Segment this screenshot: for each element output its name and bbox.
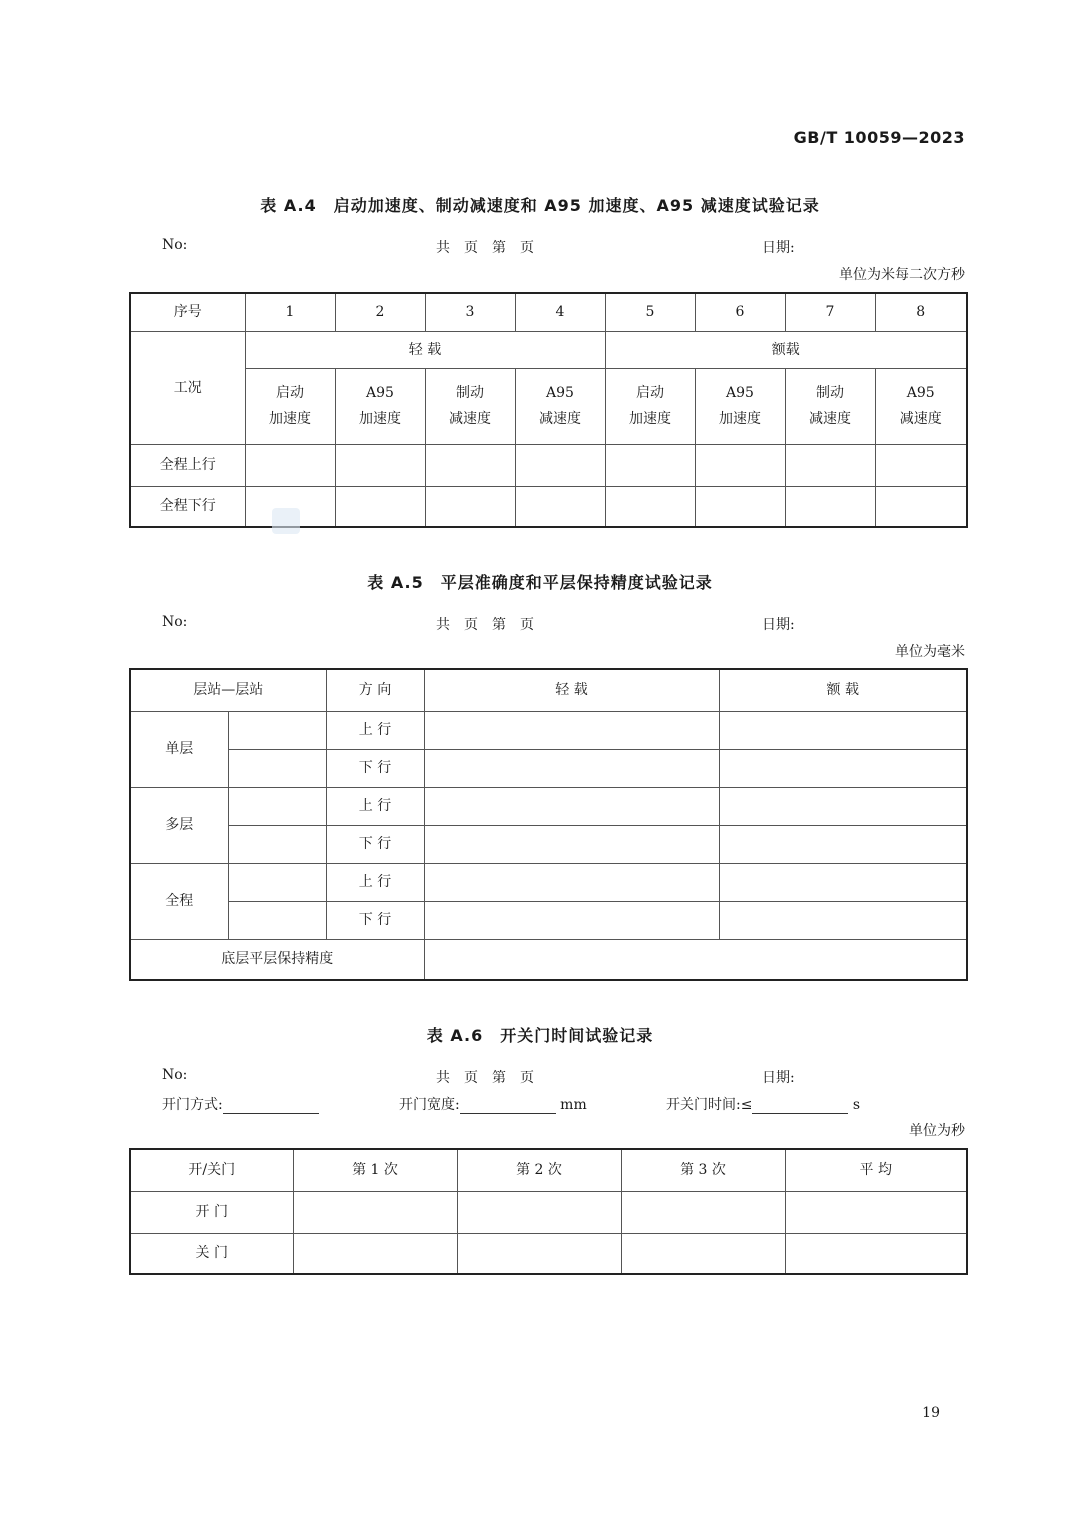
header-cell: 平 均 xyxy=(785,1149,967,1191)
row-label: 全程下行 xyxy=(130,486,245,527)
data-cell[interactable] xyxy=(605,444,695,486)
open-mode-label: 开门方式: xyxy=(162,1097,223,1113)
a5-unit: 单位为毫米 xyxy=(895,644,965,660)
direction-up: 上 行 xyxy=(326,711,424,749)
measure-header xyxy=(605,368,695,444)
data-cell[interactable] xyxy=(719,711,967,749)
a6-no-label: No: xyxy=(162,1067,188,1083)
data-cell[interactable] xyxy=(719,825,967,863)
door-width-blank[interactable] xyxy=(460,1097,556,1114)
data-cell[interactable] xyxy=(719,901,967,939)
light-load-header: 轻 载 xyxy=(245,331,605,368)
data-cell[interactable] xyxy=(785,1191,967,1233)
data-cell[interactable] xyxy=(621,1191,785,1233)
open-mode-blank[interactable] xyxy=(223,1097,319,1114)
direction-up: 上 行 xyxy=(326,787,424,825)
data-cell[interactable] xyxy=(515,486,605,527)
data-cell[interactable] xyxy=(695,486,785,527)
data-cell[interactable] xyxy=(228,711,326,749)
data-cell[interactable] xyxy=(457,1191,621,1233)
rated-load-header: 额载 xyxy=(605,331,967,368)
row-label: 开 门 xyxy=(130,1191,293,1233)
door-width-unit: mm xyxy=(560,1097,587,1113)
watermark-logo xyxy=(272,508,300,534)
door-time-unit: s xyxy=(852,1097,861,1113)
serial-number: 3 xyxy=(425,293,515,331)
door-time-label: 开关门时间:≤ xyxy=(666,1097,753,1113)
serial-number: 2 xyxy=(335,293,425,331)
measure-line2: 减速度 xyxy=(809,411,851,427)
standard-number: GB/T 10059—2023 xyxy=(793,128,965,147)
a6-date-label: 日期: xyxy=(762,1070,795,1086)
data-cell[interactable] xyxy=(425,486,515,527)
data-cell[interactable] xyxy=(424,901,719,939)
group-label: 多层 xyxy=(130,787,228,863)
measure-header xyxy=(695,368,785,444)
data-cell[interactable] xyxy=(228,787,326,825)
measure-line1: 制动 xyxy=(456,385,484,401)
rated-header: 额 载 xyxy=(719,669,967,711)
header-cell: 开/关门 xyxy=(130,1149,293,1191)
table-a6 xyxy=(129,1148,968,1275)
measure-line2: 减速度 xyxy=(449,411,491,427)
measure-header xyxy=(875,368,967,444)
a5-no-label: No: xyxy=(162,614,188,630)
direction-up: 上 行 xyxy=(326,863,424,901)
a4-no-label: No: xyxy=(162,237,188,253)
measure-header xyxy=(785,368,875,444)
table-a5-caption: 表 A.5 平层准确度和平层保持精度试验记录 xyxy=(367,573,713,592)
data-cell[interactable] xyxy=(424,939,967,980)
serial-number: 7 xyxy=(785,293,875,331)
data-cell[interactable] xyxy=(335,486,425,527)
data-cell[interactable] xyxy=(293,1233,457,1274)
station-header: 层站—层站 xyxy=(130,669,326,711)
data-cell[interactable] xyxy=(228,901,326,939)
header-cell: 第 3 次 xyxy=(621,1149,785,1191)
measure-header xyxy=(425,368,515,444)
direction-down: 下 行 xyxy=(326,749,424,787)
a4-unit: 单位为米每二次方秒 xyxy=(839,267,965,283)
group-label: 单层 xyxy=(130,711,228,787)
data-cell[interactable] xyxy=(245,444,335,486)
data-cell[interactable] xyxy=(719,863,967,901)
a6-unit: 单位为秒 xyxy=(909,1123,965,1139)
a4-page-label: 共 页 第 页 xyxy=(436,240,534,256)
data-cell[interactable] xyxy=(621,1233,785,1274)
data-cell[interactable] xyxy=(457,1233,621,1274)
direction-down: 下 行 xyxy=(326,825,424,863)
serial-number: 6 xyxy=(695,293,785,331)
measure-line1: A95 xyxy=(906,385,935,401)
measure-line2: 加速度 xyxy=(269,411,311,427)
table-a4-caption: 表 A.4 启动加速度、制动减速度和 A95 加速度、A95 减速度试验记录 xyxy=(260,196,820,215)
data-cell[interactable] xyxy=(515,444,605,486)
measure-line2: 加速度 xyxy=(359,411,401,427)
door-time-field xyxy=(666,1094,860,1114)
condition-header: 工况 xyxy=(130,331,245,444)
measure-line1: A95 xyxy=(546,385,574,401)
page-number: 19 xyxy=(922,1405,940,1421)
measure-line2: 加速度 xyxy=(629,411,671,427)
measure-line2: 减速度 xyxy=(899,411,942,427)
data-cell[interactable] xyxy=(785,1233,967,1274)
header-cell: 第 1 次 xyxy=(293,1149,457,1191)
data-cell[interactable] xyxy=(424,711,719,749)
light-header: 轻 载 xyxy=(424,669,719,711)
row-label: 关 门 xyxy=(130,1233,293,1274)
data-cell[interactable] xyxy=(228,749,326,787)
a5-date-label: 日期: xyxy=(762,617,795,633)
row-label: 全程上行 xyxy=(130,444,245,486)
serial-number: 1 xyxy=(245,293,335,331)
data-cell[interactable] xyxy=(695,444,785,486)
measure-header xyxy=(515,368,605,444)
data-cell[interactable] xyxy=(785,486,875,527)
a5-page-label: 共 页 第 页 xyxy=(436,617,534,633)
measure-line1: A95 xyxy=(366,385,394,401)
measure-line1: 制动 xyxy=(816,385,844,401)
door-width-label: 开门宽度: xyxy=(399,1097,460,1113)
direction-down: 下 行 xyxy=(326,901,424,939)
data-cell[interactable] xyxy=(424,863,719,901)
serial-number: 4 xyxy=(515,293,605,331)
data-cell[interactable] xyxy=(228,863,326,901)
measure-line1: 启动 xyxy=(276,385,304,401)
data-cell[interactable] xyxy=(335,444,425,486)
data-cell[interactable] xyxy=(228,825,326,863)
data-cell[interactable] xyxy=(424,787,719,825)
measure-line2: 加速度 xyxy=(719,411,761,427)
group-label: 全程 xyxy=(130,863,228,939)
data-cell[interactable] xyxy=(785,444,875,486)
data-cell[interactable] xyxy=(605,486,695,527)
data-cell[interactable] xyxy=(875,444,967,486)
bottom-row-label: 底层平层保持精度 xyxy=(130,939,424,980)
serial-number: 8 xyxy=(875,293,967,331)
door-time-blank[interactable] xyxy=(752,1097,848,1114)
data-cell[interactable] xyxy=(875,486,967,527)
data-cell[interactable] xyxy=(424,825,719,863)
header-cell: 第 2 次 xyxy=(457,1149,621,1191)
measure-line1: A95 xyxy=(726,385,754,401)
measure-header xyxy=(335,368,425,444)
measure-line2: 减速度 xyxy=(539,411,581,427)
a6-page-label: 共 页 第 页 xyxy=(436,1070,534,1086)
direction-header: 方 向 xyxy=(326,669,424,711)
data-cell[interactable] xyxy=(424,749,719,787)
serial-number: 5 xyxy=(605,293,695,331)
open-mode-field xyxy=(162,1094,319,1114)
measure-header xyxy=(245,368,335,444)
data-cell[interactable] xyxy=(425,444,515,486)
data-cell[interactable] xyxy=(719,749,967,787)
measure-line1: 启动 xyxy=(636,385,664,401)
serial-header: 序号 xyxy=(130,293,245,331)
table-a4 xyxy=(129,292,968,528)
a4-date-label: 日期: xyxy=(762,240,795,256)
data-cell[interactable] xyxy=(293,1191,457,1233)
table-a5 xyxy=(129,668,968,981)
table-a6-caption: 表 A.6 开关门时间试验记录 xyxy=(426,1026,654,1045)
data-cell[interactable] xyxy=(719,787,967,825)
door-width-field xyxy=(399,1094,587,1114)
